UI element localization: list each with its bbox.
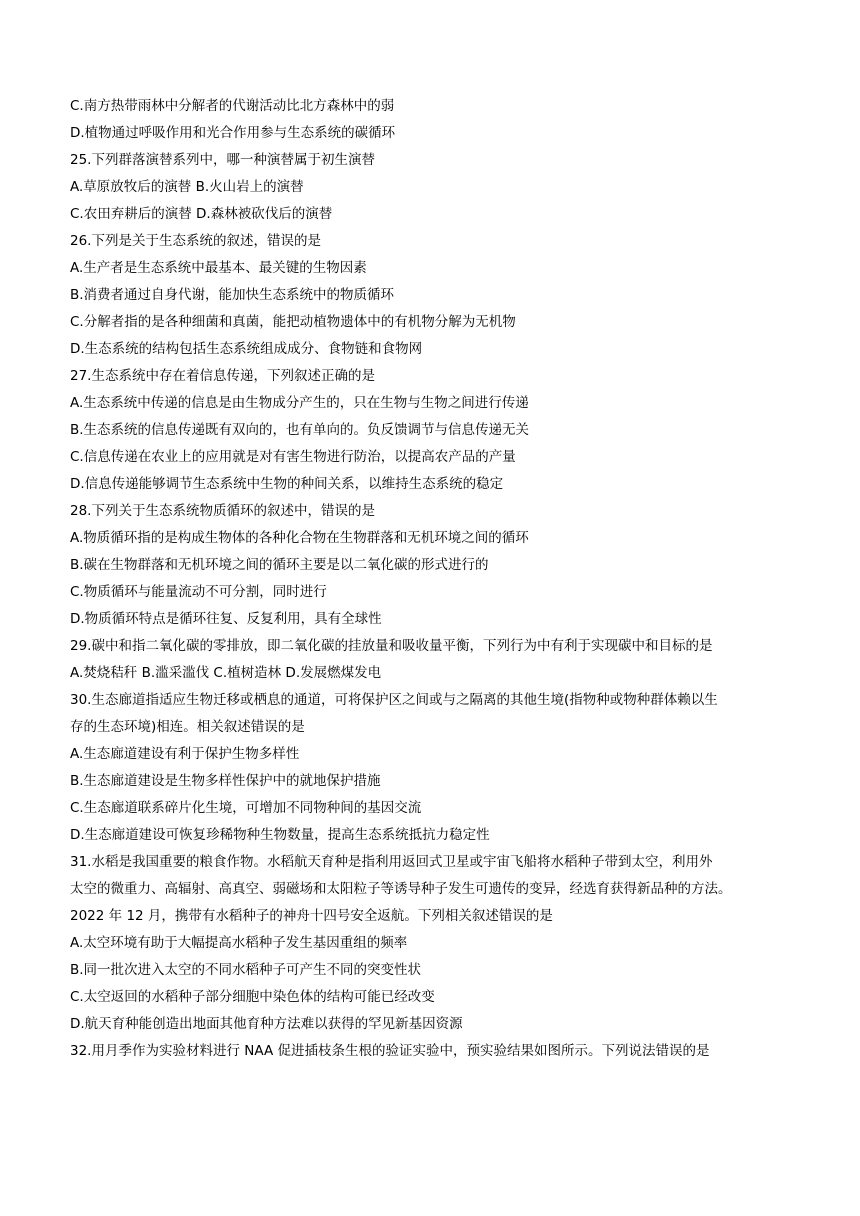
question-30-option-c: C.生态廊道联系碎片化生境，可增加不同物种间的基因交流 xyxy=(70,800,422,816)
question-27-option-c: C.信息传递在农业上的应用就是对有害生物进行防治，以提高农产品的产量 xyxy=(70,449,516,465)
question-25-options-ab: A.草原放牧后的演替 B.火山岩上的演替 xyxy=(70,179,304,195)
question-30-option-b: B.生态廊道建设是生物多样性保护中的就地保护措施 xyxy=(70,773,381,789)
exam-page xyxy=(70,93,794,1065)
question-31-option-b: B.同一批次进入太空的不同水稻种子可产生不同的突变性状 xyxy=(70,962,422,978)
question-26-option-b: B.消费者通过自身代谢，能加快生态系统中的物质循环 xyxy=(70,287,395,303)
question-26-stem: 26.下列是关于生态系统的叙述，错误的是 xyxy=(70,233,321,249)
question-25-stem: 25.下列群落演替系列中，哪一种演替属于初生演替 xyxy=(70,152,375,168)
question-30-option-a: A.生态廊道建设有利于保护生物多样性 xyxy=(70,746,300,762)
question-30-stem-line1: 30.生态廊道指适应生物迁移或栖息的通道，可将保护区之间或与之隔离的其他生境(指物种或物种群体赖以生 xyxy=(70,692,718,708)
question-31-option-c: C.太空返回的水稻种子部分细胞中染色体的结构可能已经改变 xyxy=(70,989,435,1005)
option-line: C.南方热带雨林中分解者的代谢活动比北方森林中的弱 xyxy=(70,98,395,114)
question-28-option-d: D.物质循环特点是循环往复、反复利用，具有全球性 xyxy=(70,611,382,627)
question-25-options-cd: C.农田弃耕后的演替 D.森林被砍伐后的演替 xyxy=(70,206,333,222)
question-32-stem: 32.用月季作为实验材料进行 NAA 促进插枝条生根的验证实验中，预实验结果如图所示。下列说法错误的是 xyxy=(70,1043,710,1059)
question-29-stem: 29.碳中和指二氧化碳的零排放，即二氧化碳的挂放量和吸收量平衡，下列行为中有利于实现碳中和目标的是 xyxy=(70,638,713,654)
question-31-stem-line1: 31.水稻是我国重要的粮食作物。水稻航天育种是指利用返回式卫星或宇宙飞船将水稻种子带到太空，利用外 xyxy=(70,854,713,870)
question-30-option-d: D.生态廊道建设可恢复珍稀物种生物数量，提高生态系统抵抗力稳定性 xyxy=(70,827,490,843)
question-28-stem: 28.下列关于生态系统物质循环的叙述中，错误的是 xyxy=(70,503,375,519)
question-26-option-c: C.分解者指的是各种细菌和真菌，能把动植物遗体中的有机物分解为无机物 xyxy=(70,314,516,330)
question-26-option-a: A.生产者是生态系统中最基本、最关键的生物因素 xyxy=(70,260,367,276)
question-28-option-b: B.碳在生物群落和无机环境之间的循环主要是以二氧化碳的形式进行的 xyxy=(70,557,489,573)
question-26-option-d: D.生态系统的结构包括生态系统组成成分、食物链和食物网 xyxy=(70,341,423,357)
question-27-stem: 27.生态系统中存在着信息传递，下列叙述正确的是 xyxy=(70,368,375,384)
question-31-option-a: A.太空环境有助于大幅提高水稻种子发生基因重组的频率 xyxy=(70,935,408,951)
option-line: D.植物通过呼吸作用和光合作用参与生态系统的碳循环 xyxy=(70,125,396,141)
question-28-option-a: A.物质循环指的是构成生物体的各种化合物在生物群落和无机环境之间的循环 xyxy=(70,530,529,546)
question-28-option-c: C.物质循环与能量流动不可分割，同时进行 xyxy=(70,584,327,600)
question-27-option-b: B.生态系统的信息传递既有双向的，也有单向的。负反馈调节与信息传递无关 xyxy=(70,422,530,438)
question-27-option-a: A.生态系统中传递的信息是由生物成分产生的，只在生物与生物之间进行传递 xyxy=(70,395,529,411)
question-31-stem-line2: 太空的微重力、高辐射、高真空、弱磁场和太阳粒子等诱导种子发生可遗传的变异，经选育获得新品种的方法。 xyxy=(70,881,732,897)
question-30-stem-line2: 存的生态环境)相连。相关叙述错误的是 xyxy=(70,719,305,735)
question-31-stem-line3: 2022 年 12 月，携带有水稻种子的神舟十四号安全返航。下列相关叙述错误的是 xyxy=(70,908,553,924)
question-29-options: A.焚烧秸秆 B.滥采滥伐 C.植树造林 D.发展燃煤发电 xyxy=(70,665,382,681)
question-27-option-d: D.信息传递能够调节生态系统中生物的种间关系，以维持生态系统的稳定 xyxy=(70,476,504,492)
question-31-option-d: D.航天育种能创造出地面其他育种方法难以获得的罕见新基因资源 xyxy=(70,1016,463,1032)
